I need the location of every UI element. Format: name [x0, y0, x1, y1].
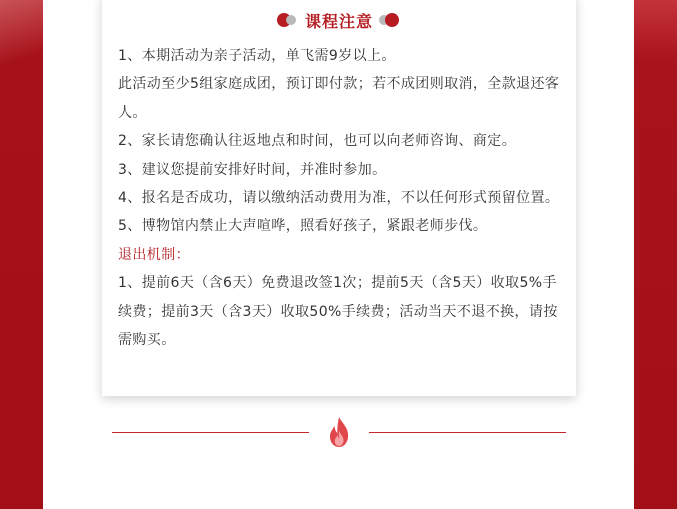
notice-paragraph: 3、建议您提前安排好时间，并准时参加。: [118, 161, 387, 178]
notice-card: [102, 0, 576, 396]
notice-paragraph: 1、本期活动为亲子活动，单飞需9岁以上。: [118, 48, 396, 64]
right-red-border: [634, 0, 677, 509]
notice-body: [118, 42, 562, 354]
divider-line-left: [112, 432, 309, 433]
section-header: [102, 9, 576, 31]
notice-paragraph: 此活动至少5组家庭成团，预订即付款；若不成团则取消，全款退还客人。: [118, 76, 560, 121]
notice-paragraph: 2、家长请您确认往返地点和时间，也可以向老师咨询、商定。: [118, 133, 517, 150]
refund-policy-text: 1、提前6天（含6天）免费退改签1次；提前5天（含5天）收取5%手续费；提前3天（含3天）收取50%手续费；活动当天不退不换，请按需购买。: [118, 275, 558, 349]
dot-pair-icon: [379, 12, 401, 28]
divider-line-right: [369, 432, 566, 433]
flame-icon: [327, 416, 351, 448]
section-title: 课程注意: [304, 11, 373, 31]
left-red-border: [0, 0, 43, 509]
dot-pair-icon: [277, 12, 299, 28]
refund-policy-heading: 退出机制：: [118, 246, 190, 263]
notice-paragraph: 4、报名是否成功，请以缴纳活动费用为准，不以任何形式预留位置。: [118, 190, 560, 207]
notice-paragraph: 5、博物馆内禁止大声喧哗，照看好孩子，紧跟老师步伐。: [118, 218, 488, 235]
